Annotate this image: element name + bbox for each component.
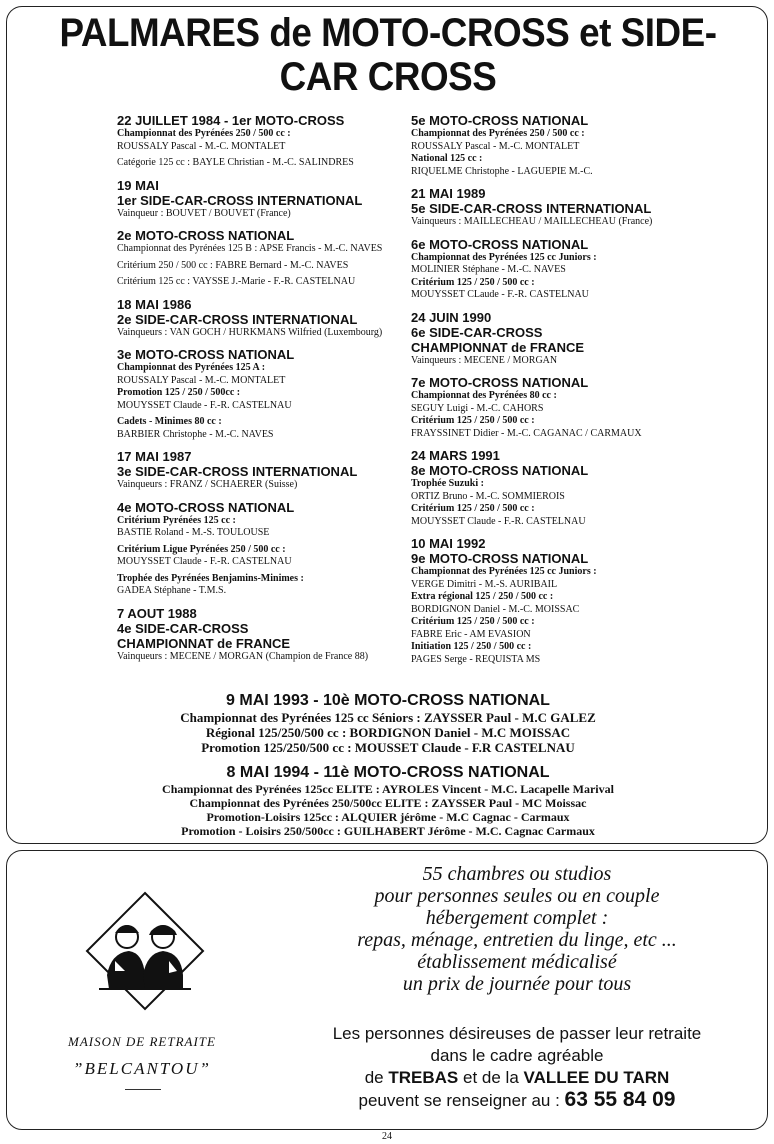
summary-1994 — [7, 763, 769, 838]
contact-prompt: peuvent se renseigner au : — [358, 1091, 560, 1110]
phone-number: 63 55 84 09 — [564, 1088, 676, 1111]
event-block — [117, 178, 417, 221]
event-date: 17 MAI 1987 — [117, 449, 192, 464]
event-date: 24 JUIN 1990 — [411, 309, 492, 325]
contact-line: dans le cadre agréable — [430, 1046, 604, 1065]
event-heading: CHAMPIONNAT de FRANCE — [117, 635, 291, 651]
maison-label: MAISON DE RETRAITE — [68, 1034, 216, 1049]
result-line: Vainqueurs : MECENE / MORGAN (Champion de France 88) — [117, 650, 369, 662]
event-heading: 3e MOTO-CROSS NATIONAL — [117, 347, 295, 362]
result-line: Critérium 125 / 250 / 500 cc : — [411, 415, 535, 426]
result-line: Championnat des Pyrénées 125 cc Juniors : — [411, 251, 597, 263]
summary-1994-line: Championnat des Pyrénées 125cc ELITE : AYROLES Vincent - M.C. Lacapelle Marival — [162, 782, 614, 796]
contact-word: de — [364, 1068, 384, 1087]
event-heading: 4e SIDE-CAR-CROSS — [117, 620, 249, 636]
event-heading: 5e SIDE-CAR-CROSS INTERNATIONAL — [411, 201, 652, 216]
result-line: RIQUELME Christophe - LAGUEPIE M.-C. — [411, 165, 593, 177]
event-heading: 3e SIDE-CAR-CROSS INTERNATIONAL — [117, 464, 358, 479]
place-trebas: TREBAS — [388, 1068, 459, 1087]
maison-name: ”BELCANTOU” — [73, 1059, 211, 1078]
event-block — [117, 228, 417, 289]
result-line: Championnat des Pyrénées 125 A : — [117, 362, 266, 373]
result-line: MOUYSSET Claude - F.-R. CASTELNAU — [411, 515, 586, 527]
result-line: MOUYSSET CLaude - F.-R. CASTELNAU — [411, 289, 589, 300]
result-line: MOLINIER Stéphane - M.-C. NAVES — [411, 264, 566, 275]
result-line: Vainqueurs : MECENE / MORGAN — [411, 354, 558, 366]
result-line: Trophée Suzuki : — [411, 478, 484, 489]
result-line: MOUYSSET Claude - F.-R. CASTELNAU — [117, 556, 292, 567]
summary-1993-line: Championnat des Pyrénées 125 cc Séniors : ZAYSSER Paul - M.C GALEZ — [180, 710, 596, 725]
result-line: Critérium 125 / 250 / 500 cc : — [411, 276, 535, 288]
event-date: 24 MARS 1991 — [411, 448, 500, 463]
event-heading: 8e MOTO-CROSS NATIONAL — [411, 463, 589, 478]
event-date: 7 AOUT 1988 — [117, 605, 197, 621]
event-block — [411, 536, 761, 666]
event-date: 22 JUILLET 1984 - 1er MOTO-CROSS — [117, 113, 345, 128]
event-heading: 2e SIDE-CAR-CROSS INTERNATIONAL — [117, 311, 358, 327]
result-line: Critérium 125 / 250 / 500 cc : — [411, 616, 535, 627]
summary-1993-heading: 9 MAI 1993 - 10è MOTO-CROSS NATIONAL — [226, 692, 550, 709]
contact-line-phone — [297, 1089, 737, 1112]
event-block — [117, 347, 417, 441]
event-heading: 6e MOTO-CROSS NATIONAL — [411, 236, 589, 252]
ad-line: établissement médicalisé — [417, 951, 617, 973]
summary-1994-line: Promotion-Loisirs 125cc : ALQUIER jérôme - M.C Cagnac - Carmaux — [206, 810, 570, 824]
ad-description — [297, 863, 737, 995]
event-heading: 5e MOTO-CROSS NATIONAL — [411, 113, 589, 128]
result-line: FRAYSSINET Didier - M.-C. CAGANAC / CARMAUX — [411, 427, 642, 439]
result-line: Vainqueurs : FRANZ / SCHAERER (Suisse) — [117, 479, 298, 490]
event-block — [411, 113, 761, 178]
event-date: 21 MAI 1989 — [411, 186, 486, 201]
result-line: BASTIE Roland - M.-S. TOULOUSE — [117, 527, 270, 538]
result-line: GADEA Stéphane - T.M.S. — [117, 585, 227, 596]
result-line: Critérium 250 / 500 cc : FABRE Bernard - M.-C. NAVES — [117, 259, 349, 271]
event-heading: 7e MOTO-CROSS NATIONAL — [411, 375, 589, 390]
ad-line: un prix de journée pour tous — [402, 973, 632, 995]
result-line: Critérium Pyrénées 125 cc : — [117, 514, 236, 526]
contact-info — [297, 1023, 737, 1112]
result-line: Catégorie 125 cc : BAYLE Christian - M.-C. SALINDRES — [117, 157, 354, 168]
divider — [125, 1089, 161, 1090]
ad-line: 55 chambres ou studios — [422, 863, 612, 885]
event-block — [117, 297, 417, 340]
event-block — [117, 113, 417, 170]
result-line: Extra régional 125 / 250 / 500 cc : — [411, 591, 554, 602]
ad-line: repas, ménage, entretien du linge, etc ... — [357, 929, 677, 951]
summary-1994-line: Promotion - Loisirs 250/500cc : GUILHABERT Jérôme - M.C. Cagnac Carmaux — [181, 824, 595, 838]
result-line: Critérium Ligue Pyrénées 250 / 500 cc : — [117, 543, 286, 555]
result-line: ROUSSALY Pascal - M.-C. MONTALET — [117, 374, 286, 386]
retirement-home-ad — [6, 850, 768, 1130]
event-date: 18 MAI 1986 — [117, 296, 192, 312]
result-line: Critérium 125 / 250 / 500 cc : — [411, 503, 535, 514]
contact-line: Les personnes désireuses de passer leur retraite — [332, 1024, 702, 1043]
place-vallee-du-tarn: VALLEE DU TARN — [523, 1068, 670, 1087]
result-line: Vainqueurs : MAILLECHEAU / MAILLECHEAU (France) — [411, 216, 653, 227]
event-date: 19 MAI — [117, 177, 159, 193]
result-line: Promotion 125 / 250 / 500cc : — [117, 387, 241, 398]
result-line: BORDIGNON Daniel - M.-C. MOISSAC — [411, 603, 580, 615]
event-block — [411, 448, 761, 528]
result-line: PAGES Serge - REQUISTA MS — [411, 653, 541, 665]
event-heading: 9e MOTO-CROSS NATIONAL — [411, 551, 589, 566]
event-block — [411, 186, 761, 229]
summary-1994-line: Championnat des Pyrénées 250/500cc ELITE : ZAYSSER Paul - MC Moissac — [189, 796, 587, 810]
event-block — [411, 310, 761, 368]
event-heading: 1er SIDE-CAR-CROSS INTERNATIONAL — [117, 192, 363, 208]
event-block — [117, 500, 417, 598]
result-line: Initiation 125 / 250 / 500 cc : — [411, 641, 532, 652]
result-line: ROUSSALY Pascal - M.-C. MONTALET — [117, 140, 286, 152]
contact-word: et de la — [463, 1068, 519, 1087]
summary-1993-line: Promotion 125/250/500 cc : MOUSSET Claude - F.R CASTELNAU — [201, 740, 575, 755]
result-line: Championnat des Pyrénées 250 / 500 cc : — [411, 128, 585, 139]
event-heading: CHAMPIONNAT de FRANCE — [411, 339, 585, 355]
ad-line: hébergement complet : — [425, 907, 609, 929]
result-line: VERGE Dimitri - M.-S. AURIBAIL — [411, 578, 558, 590]
event-block — [411, 237, 761, 302]
result-line: Vainqueur : BOUVET / BOUVET (France) — [117, 207, 291, 219]
result-line: Trophée des Pyrénées Benjamins-Minimes : — [117, 572, 304, 584]
contact-line-places — [297, 1067, 737, 1089]
result-line: Championnat des Pyrénées 250 / 500 cc : — [117, 128, 291, 139]
event-date: 10 MAI 1992 — [411, 536, 486, 551]
result-line: Championnat des Pyrénées 125 cc Juniors : — [411, 566, 597, 577]
event-block — [117, 449, 417, 492]
result-line: SEGUY Luigi - M.-C. CAHORS — [411, 402, 544, 414]
result-line: MOUYSSET Claude - F.-R. CASTELNAU — [117, 399, 292, 411]
result-line: ORTIZ Bruno - M.-C. SOMMIEROIS — [411, 490, 565, 502]
result-line: Critérium 125 cc : VAYSSE J.-Marie - F.-R. CASTELNAU — [117, 276, 356, 287]
result-line: FABRE Eric - AM EVASION — [411, 628, 531, 640]
elderly-couple-logo-icon — [85, 891, 205, 1011]
ad-line: pour personnes seules ou en couple — [374, 885, 660, 907]
summary-1993-line: Régional 125/250/500 cc : BORDIGNON Daniel - M.C MOISSAC — [205, 725, 571, 740]
result-line: Vainqueurs : VAN GOCH / HURKMANS Wilfried (Luxembourg) — [117, 326, 383, 338]
left-column — [117, 113, 417, 671]
event-block — [117, 606, 417, 664]
result-line: Championnat des Pyrénées 80 cc : — [411, 390, 557, 401]
result-line: Cadets - Minimes 80 cc : — [117, 416, 222, 427]
result-line: National 125 cc : — [411, 153, 483, 164]
palmares-panel — [6, 6, 768, 844]
page-title: PALMARES de MOTO-CROSS et SIDE-CAR CROSS — [59, 11, 717, 99]
event-heading: 6e SIDE-CAR-CROSS — [411, 324, 543, 340]
summary-1993 — [7, 691, 769, 755]
result-line: Championnat des Pyrénées 125 B : APSE Francis - M.-C. NAVES — [117, 243, 383, 254]
event-heading: 2e MOTO-CROSS NATIONAL — [117, 228, 295, 243]
result-line: BARBIER Christophe - M.-C. NAVES — [117, 428, 274, 440]
result-line: ROUSSALY Pascal - M.-C. MONTALET — [411, 140, 580, 152]
page-number: 24 — [382, 1131, 392, 1142]
right-column — [411, 113, 761, 674]
event-block — [411, 375, 761, 440]
event-heading: 4e MOTO-CROSS NATIONAL — [117, 499, 295, 515]
summary-1994-heading: 8 MAI 1994 - 11è MOTO-CROSS NATIONAL — [226, 764, 550, 781]
